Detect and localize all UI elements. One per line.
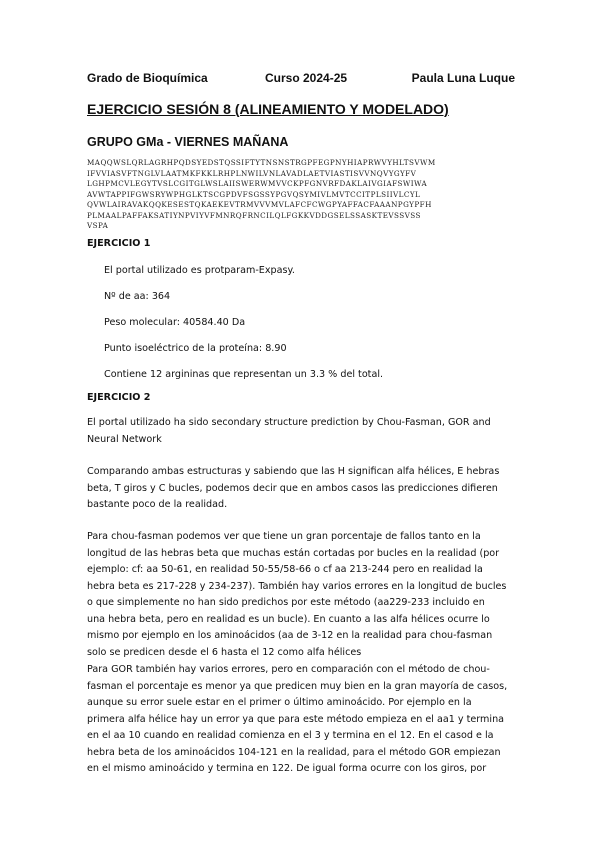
paragraph-line: bastante poco de la realidad. bbox=[87, 499, 228, 510]
paragraph-line: una hebra beta, pero en realidad es un bucle). En cuanto a las alfa hélices ocurre lo bbox=[87, 613, 490, 625]
sequence-line: PLMAALPAFFAKSATIYNPVIYVFMNRQFRNCILQLFGKKVDDGSELSSASKTEVSSVSS bbox=[87, 210, 421, 220]
exercise-2-heading: EJERCICIO 2 bbox=[87, 392, 151, 403]
sequence-line: IFVVIASVFTNGLVLAATMKFKKLRHPLNWILVNLAVADLAETVIASTISVVNQVYGYFV bbox=[87, 168, 417, 178]
paragraph-line: longitud de las hebras beta que muchas están cortadas por bucles en la realidad (por bbox=[87, 547, 500, 559]
ej2-paragraph-chou-fasman bbox=[87, 529, 517, 661]
header-course: Curso 2024-25 bbox=[265, 71, 348, 85]
paragraph-line: aunque su error suele estar en el primer o último aminoácido. Por ejemplo en la bbox=[87, 697, 472, 708]
paragraph-line: solo se predicen desde el 6 hasta el 12 como alfa hélices bbox=[87, 646, 362, 658]
header-degree: Grado de Bioquímica bbox=[87, 71, 208, 85]
paragraph-line: El portal utilizado ha sido secondary structure prediction by Chou-Fasman, GOR and bbox=[87, 417, 491, 428]
sequence-line: MAQQWSLQRLAGRHPQDSYEDSTQSSIFTYTNSNSTRGPFEGPNYHIAPRWVYHLTSVWM bbox=[87, 158, 436, 167]
paragraph-line: Para GOR también hay varios errores, pero en comparación con el método de chou- bbox=[87, 664, 490, 675]
paragraph-line: en el aa 10 cuando en realidad comienza en el 3 y termina en el 12. En el casod e la bbox=[87, 730, 494, 741]
header-author: Paula Luna Luque bbox=[411, 71, 515, 85]
ej2-paragraph-comparison bbox=[87, 464, 517, 514]
ej1-aa-count-line: Nº de aa: 364 bbox=[104, 291, 171, 302]
paragraph-line: Para chou-fasman podemos ver que tiene un gran porcentaje de fallos tanto en la bbox=[87, 531, 481, 542]
paragraph-line: primera alfa hélice hay un error ya que para este método empieza en el aa1 y termina bbox=[87, 713, 505, 725]
group-heading: GRUPO GMa - VIERNES MAÑANA bbox=[87, 135, 289, 149]
paragraph-line: o que simplemente no han sido predichos por este método (aa229-233 incluido en bbox=[87, 597, 485, 608]
paragraph-line: hebra beta de los aminoácidos 104-121 en la realidad, para el método GOR empiezan bbox=[87, 746, 501, 758]
paragraph-line: fasman el porcentaje es menor ya que predicen muy bien en la gran mayoría de casos, bbox=[87, 680, 508, 692]
ej1-pi-line: Punto isoeléctrico de la proteína: 8.90 bbox=[104, 343, 287, 354]
document-title: EJERCICIO SESIÓN 8 (ALINEAMIENTO Y MODELADO) bbox=[87, 101, 449, 117]
ej1-arginine-line: Contiene 12 argininas que representan un 3.3 % del total. bbox=[104, 369, 384, 380]
sequence-line: VSPA bbox=[87, 221, 109, 230]
sequence-line: LGHPMCVLEGYTVSLCGITGLWSLAIISWERWMVVCKPFGNVRFDAKLAIVGIAFSWIWA bbox=[87, 179, 428, 188]
paragraph-line: en el mismo aminoácido y termina en 122. De igual forma ocurre con los giros, por bbox=[87, 763, 487, 774]
paragraph-line: Neural Network bbox=[87, 433, 162, 445]
paragraph-line: beta, T giros y C bucles, podemos decir que en ambos casos las predicciones difieren bbox=[87, 482, 498, 494]
sequence-line: AVWTAPPIFGWSRYWPHGLKTSCGPDVFSGSSYPGVQSYMIVLMVTCCITPLSIIVLCYL bbox=[87, 189, 421, 199]
ej2-paragraph-gor bbox=[87, 662, 517, 778]
paragraph-line: hebra beta es 217-228 y 234-237). También hay varios errores en la longitud de bucles bbox=[87, 580, 507, 592]
paragraph-line: mismo por ejemplo en los aminoácidos (aa de 3-12 en la realidad para chou-fasman bbox=[87, 630, 493, 641]
protein-sequence bbox=[87, 158, 517, 232]
ej1-weight-line: Peso molecular: 40584.40 Da bbox=[104, 317, 246, 328]
sequence-line: QVWLAIRAVAKQQKESESTQKAEKEVTRMVVVMVLAFCFCWGPYAFFACFAAANPGYPFH bbox=[87, 200, 432, 209]
page-header bbox=[87, 71, 515, 87]
ej2-paragraph-portal bbox=[87, 415, 517, 448]
paragraph-line: Comparando ambas estructuras y sabiendo que las H significan alfa hélices, E hebras bbox=[87, 466, 500, 477]
paragraph-line: ejemplo: cf: aa 50-61, en realidad 50-55/58-66 o cf aa 213-244 pero en realidad la bbox=[87, 564, 483, 575]
ej1-portal-line: El portal utilizado es protparam-Expasy. bbox=[104, 265, 295, 276]
exercise-1-heading: EJERCICIO 1 bbox=[87, 238, 151, 249]
